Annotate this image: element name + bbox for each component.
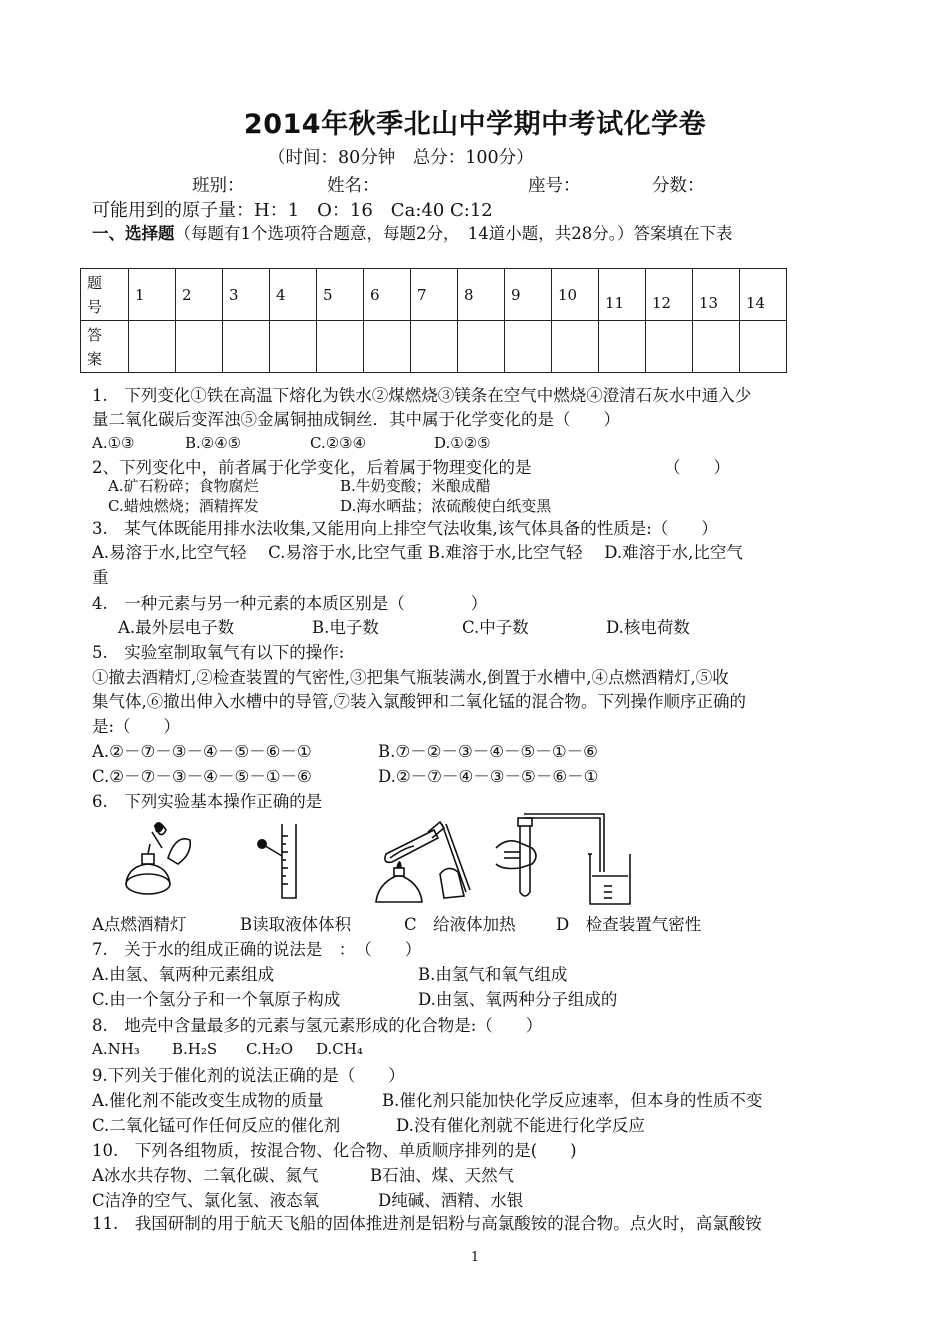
number-cell: 2 — [176, 269, 223, 321]
answer-cell[interactable] — [693, 321, 740, 373]
answer-cell[interactable] — [176, 321, 223, 373]
q1-option-d: D.①②⑤ — [434, 434, 491, 452]
airtightness-check-figure — [492, 808, 642, 908]
answer-cell[interactable] — [505, 321, 552, 373]
q4-option-a: A.最外层电子数 — [118, 618, 235, 637]
q6-option-a: A点燃酒精灯 — [92, 915, 187, 934]
q8-option-a: A.NH₃ — [92, 1040, 140, 1058]
q5-option-a: A.②－⑦－③－④－⑤－⑥－① — [92, 742, 312, 761]
number-cell: 9 — [505, 269, 552, 321]
answer-table-number-row — [81, 269, 787, 321]
q1-option-a: A.①③ — [92, 434, 135, 452]
answer-cell[interactable] — [552, 321, 599, 373]
answer-cell[interactable] — [364, 321, 411, 373]
alcohol-lamp-lighting-figure — [118, 818, 198, 900]
q8-option-d: D.CH₄ — [316, 1040, 363, 1058]
q5-line-1: 5. 实验室制取氧气有以下的操作: — [92, 643, 345, 662]
number-cell: 12 — [646, 269, 693, 321]
q6-option-d: D 检查装置气密性 — [556, 915, 702, 934]
q7-option-d: D.由氢、氧两种分子组成的 — [418, 990, 618, 1009]
q6-stem: 6. 下列实验基本操作正确的是 — [92, 792, 323, 811]
q4-option-b: B.电子数 — [312, 618, 379, 637]
exam-subtitle: （时间：80分钟 总分：100分） — [268, 148, 534, 168]
q5-option-d: D.②－⑦－④－③－⑤－⑥－① — [378, 767, 599, 786]
q5-line-2: ①撤去酒精灯,②检查装置的气密性,③把集气瓶装满水,倒置于水槽中,④点燃酒精灯,⑤收 — [92, 668, 729, 687]
number-cell: 6 — [364, 269, 411, 321]
q4-option-c: C.中子数 — [462, 618, 529, 637]
heating-test-tube-figure — [374, 814, 494, 906]
q3-stem: 3. 某气体既能用排水法收集,又能用向上排空气法收集,该气体具备的性质是:（ ） — [92, 519, 718, 538]
number-cell: 8 — [458, 269, 505, 321]
q11-stem: 11. 我国研制的用于航天飞船的固体推进剂是铝粉与高氯酸铵的混合物。点火时，高氯酸铵 — [92, 1214, 762, 1233]
q2-option-c: C.蜡烛燃烧；酒精挥发 — [108, 497, 259, 515]
q5-line-3: 集气体,⑥撤出伸入水槽中的导管,⑦装入氯酸钾和二氧化锰的混合物。下列操作顺序正确的 — [92, 692, 746, 711]
q7-option-b: B.由氢气和氧气组成 — [418, 965, 568, 984]
q2-option-b: B.牛奶变酸；米酿成醋 — [340, 477, 491, 495]
answer-cell[interactable] — [270, 321, 317, 373]
q4-stem: 4. 一种元素与另一种元素的本质区别是（ ） — [92, 594, 488, 613]
q3-wrap: 重 — [92, 568, 109, 587]
q6-option-c: C 给液体加热 — [404, 915, 516, 934]
number-cell: 5 — [317, 269, 364, 321]
answer-cell[interactable] — [740, 321, 787, 373]
answer-cell[interactable] — [411, 321, 458, 373]
number-cell: 3 — [223, 269, 270, 321]
q3-options: A.易溶于水,比空气轻 C.易溶于水,比空气重 B.难溶于水,比空气轻 D.难溶于水,比空气 — [92, 543, 743, 562]
q10-option-d: D纯碱、酒精、水银 — [378, 1191, 524, 1210]
q8-stem: 8. 地壳中含量最多的元素与氢元素形成的化合物是:（ ） — [92, 1016, 543, 1035]
section-1-note: （每题有1个选项符合题意，每题2分， 14道小题，共28分。）答案填在下表 — [174, 224, 733, 243]
q9-option-c: C.二氧化锰可作任何反应的催化剂 — [92, 1116, 341, 1135]
q5-option-c: C.②－⑦－③－④－⑤－①－⑥ — [92, 767, 312, 786]
q9-option-b: B.催化剂只能加快化学反应速率，但本身的性质不变 — [382, 1091, 763, 1110]
q6-option-b: B读取液体体积 — [240, 915, 352, 934]
number-cell: 10 — [552, 269, 599, 321]
q5-option-b: B.⑦－②－③－④－⑤－①－⑥ — [378, 742, 598, 761]
q7-stem: 7. 关于水的组成正确的说法是 ： （ ） — [92, 940, 422, 959]
q2-option-d: D.海水晒盐；浓硫酸使白纸变黑 — [340, 497, 552, 515]
graduated-cylinder-reading-figure — [252, 822, 302, 900]
answer-table-answer-row — [81, 321, 787, 373]
q9-option-d: D.没有催化剂就不能进行化学反应 — [396, 1116, 645, 1135]
number-cell: 13 — [693, 269, 740, 321]
q2-option-a: A.矿石粉碎；食物腐烂 — [108, 477, 259, 495]
atomic-masses: 可能用到的原子量：H：1 O：16 Ca:40 C:12 — [92, 200, 493, 221]
answer-table — [80, 268, 787, 373]
number-cell: 14 — [740, 269, 787, 321]
q7-option-a: A.由氢、氧两种元素组成 — [92, 965, 275, 984]
q4-option-d: D.核电荷数 — [606, 618, 690, 637]
q10-option-b: B石油、煤、天然气 — [370, 1166, 515, 1185]
q10-option-c: C洁净的空气、氯化氢、液态氧 — [92, 1191, 320, 1210]
answer-row-label: 答 案 — [81, 321, 129, 373]
section-1-heading: 一、选择题 — [92, 224, 175, 243]
answer-cell[interactable] — [646, 321, 693, 373]
q9-option-a: A.催化剂不能改变生成物的质量 — [92, 1091, 324, 1110]
seat-field-label: 座号： — [528, 176, 581, 196]
answer-cell[interactable] — [317, 321, 364, 373]
number-cell: 1 — [129, 269, 176, 321]
q8-option-b: B.H₂S — [172, 1040, 218, 1058]
q1-option-b: B.②④⑤ — [185, 434, 242, 452]
score-field-label: 分数： — [652, 176, 705, 196]
q9-stem: 9.下列关于催化剂的说法正确的是（ ） — [92, 1066, 405, 1085]
number-row-label: 题 号 — [81, 269, 129, 321]
page-number: 1 — [470, 1250, 480, 1265]
q2-stem: 2、下列变化中，前者属于化学变化，后着属于物理变化的是 — [92, 458, 532, 477]
name-field-label: 姓名： — [327, 176, 380, 196]
q1-option-c: C.②③④ — [310, 434, 367, 452]
q1-line-1: 1. 下列变化①铁在高温下熔化为铁水②煤燃烧③镁条在空气中燃烧④澄清石灰水中通入少 — [92, 386, 752, 405]
answer-cell[interactable] — [129, 321, 176, 373]
answer-cell[interactable] — [599, 321, 646, 373]
q1-line-2: 量二氧化碳后变浑浊⑤金属铜抽成铜丝．其中属于化学变化的是（ ） — [92, 410, 620, 429]
q8-option-c: C.H₂O — [246, 1040, 294, 1058]
q10-option-a: A冰水共存物、二氧化碳、氮气 — [92, 1166, 319, 1185]
number-cell: 4 — [270, 269, 317, 321]
answer-cell[interactable] — [458, 321, 505, 373]
q10-stem: 10. 下列各组物质，按混合物、化合物、单质顺序排列的是( ) — [92, 1141, 577, 1160]
number-cell: 11 — [599, 269, 646, 321]
q5-line-4: 是:（ ） — [92, 717, 181, 736]
page-title: 2014年秋季北山中学期中考试化学卷 — [243, 109, 707, 140]
class-field-label: 班别： — [192, 176, 245, 196]
q2-paren: （ ） — [664, 458, 730, 477]
answer-cell[interactable] — [223, 321, 270, 373]
q7-option-c: C.由一个氢分子和一个氧原子构成 — [92, 990, 341, 1009]
section-1-header — [92, 222, 733, 246]
number-cell: 7 — [411, 269, 458, 321]
